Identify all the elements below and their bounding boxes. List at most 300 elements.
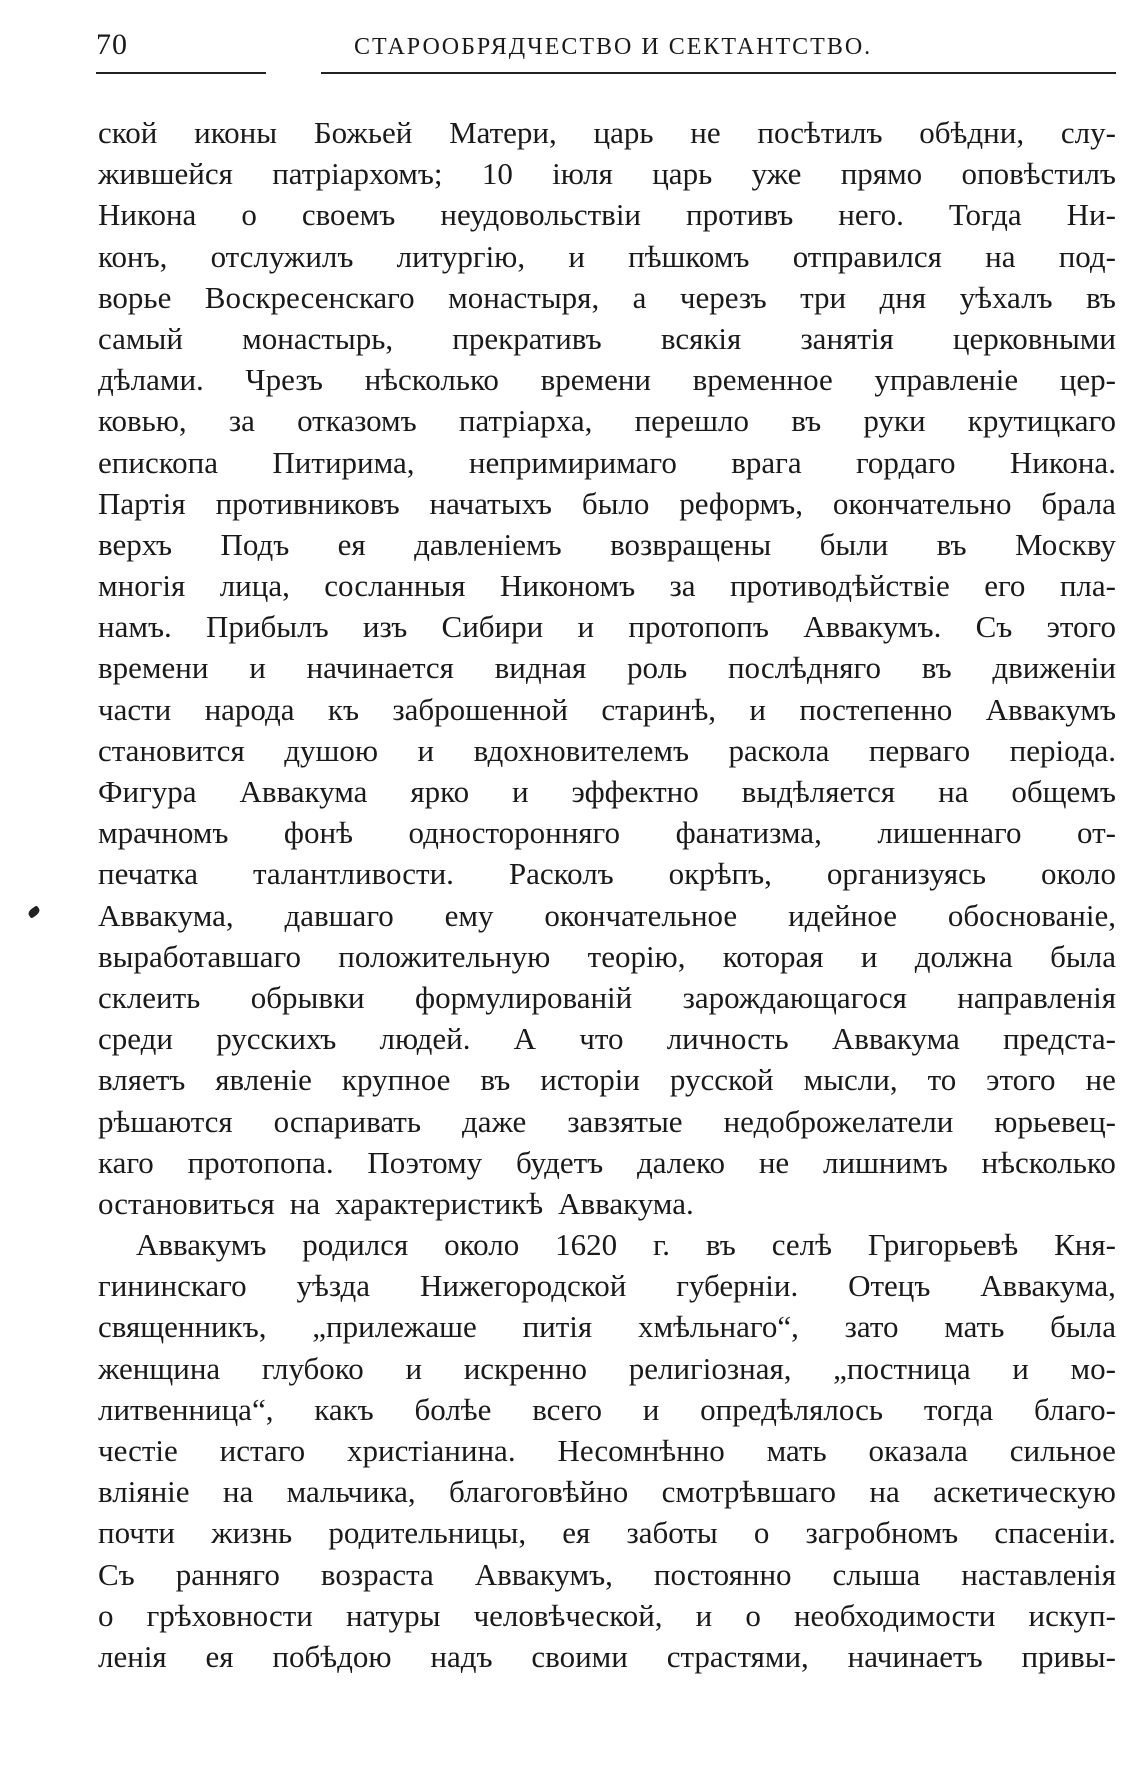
word: врага (731, 444, 802, 480)
word: направленія (957, 979, 1116, 1015)
word: не (758, 1144, 790, 1180)
word: уѣхалъ (959, 279, 1053, 315)
word: три (800, 279, 847, 315)
word: своими (531, 1638, 628, 1674)
word: черезъ (679, 279, 767, 315)
word: Питирима, (272, 444, 415, 480)
word: самый (98, 320, 183, 356)
word: жизнь (211, 1515, 293, 1551)
word: около (1040, 856, 1116, 892)
word: фанатизма, (675, 815, 822, 851)
word: Никономъ (499, 568, 636, 604)
text-line (98, 1512, 1116, 1553)
word: будетъ (515, 1144, 604, 1180)
word: Прибылъ (206, 609, 329, 645)
word: отказомъ (297, 403, 417, 439)
word: родился (302, 1227, 409, 1263)
word: и (417, 732, 435, 768)
text-line (98, 1018, 1116, 1059)
word: постепенно (799, 691, 953, 727)
word: что (579, 1021, 624, 1057)
word: была (1050, 1309, 1116, 1345)
word: родительницы, (328, 1515, 527, 1551)
text-line (98, 1183, 1116, 1224)
word: 10 (481, 156, 513, 192)
running-title: СТАРООБРЯДЧЕСТВО И СЕКТАНТСТВО. (354, 34, 873, 60)
word: на (869, 1474, 900, 1510)
word: видная (494, 650, 587, 686)
word: епископа (98, 444, 219, 480)
text-line (98, 1595, 1116, 1636)
word: вляетъ (98, 1062, 186, 1098)
word: которая (722, 938, 824, 974)
word: къ (327, 691, 359, 727)
ink-blot-mark (27, 905, 41, 918)
word: времени (540, 362, 652, 398)
word: людей. (379, 1021, 471, 1057)
word: изъ (362, 609, 408, 645)
word: сильное (1009, 1433, 1116, 1468)
word: наставленія (961, 1556, 1116, 1592)
word: посѣтилъ (757, 115, 883, 150)
word: Аввакума. (558, 1185, 694, 1221)
text-line (98, 236, 1116, 277)
text-line (98, 112, 1116, 153)
word: всякія (660, 320, 742, 356)
word: Партія (98, 485, 186, 521)
word: окрѣпъ, (668, 856, 772, 892)
word: грѣховности (146, 1597, 313, 1633)
text-line (98, 318, 1116, 359)
word: возвращены (610, 526, 772, 562)
word: искуп- (1028, 1597, 1116, 1633)
word: Отецъ (848, 1268, 931, 1304)
header-rule-left (96, 72, 266, 74)
word: о (745, 1597, 761, 1633)
word: ской (98, 115, 158, 150)
word: талантливости. (252, 856, 454, 892)
word: хмѣльнаго“, (637, 1309, 799, 1345)
word: противодѣйствіе (729, 568, 950, 604)
word: мать (766, 1433, 827, 1468)
word: ярко (410, 774, 470, 809)
word: завзятые (567, 1103, 683, 1139)
word: и (1012, 1350, 1029, 1386)
word: селѣ (771, 1227, 832, 1263)
word: должна (914, 938, 1013, 974)
word: на (938, 774, 969, 809)
word: отслужилъ (210, 238, 354, 274)
word: обоснованіе, (947, 897, 1116, 933)
header-rule-right (321, 72, 1116, 74)
word: 1620 (555, 1227, 618, 1263)
word: въ (1086, 279, 1116, 315)
word: о (98, 1597, 114, 1633)
word: начатыхъ (429, 485, 552, 521)
word: нѣсколько (364, 362, 499, 398)
text-line (98, 1554, 1116, 1595)
word: юрьевец- (994, 1103, 1116, 1139)
word: мрачномъ (98, 815, 229, 851)
word: дня (879, 279, 927, 315)
word: брала (1041, 485, 1116, 521)
word: даже (461, 1103, 527, 1139)
word: него. (838, 197, 904, 233)
word: крупное (341, 1062, 451, 1098)
page-number: 70 (96, 28, 128, 61)
word: печатка (98, 856, 199, 892)
word: нѣсколько (981, 1144, 1116, 1180)
word: опредѣлялось (700, 1391, 884, 1427)
word: этого (1046, 609, 1116, 645)
word: лица, (219, 568, 290, 604)
word: страстями, (666, 1638, 809, 1674)
word: многія (98, 568, 186, 604)
word: склеить (98, 979, 201, 1015)
text-line (98, 853, 1116, 894)
word: русской (669, 1062, 774, 1098)
word: пѣшкомъ (628, 238, 750, 274)
word: перваго (868, 732, 971, 768)
word: за (669, 568, 696, 604)
word: зарождающагося (682, 979, 907, 1015)
word: управленіе (874, 362, 1019, 398)
text-line (98, 647, 1116, 688)
text-line (98, 277, 1116, 318)
word: Сибири (441, 609, 544, 645)
word: ковью, (98, 403, 187, 439)
word: раскола (728, 732, 830, 768)
word: Аввакумъ, (474, 1556, 613, 1592)
word: перешло (634, 403, 750, 439)
word: начинаетъ (847, 1638, 983, 1674)
word: Поэтому (367, 1144, 483, 1180)
text-line (98, 1142, 1116, 1183)
word: религіозная, (628, 1350, 792, 1386)
word: характеристикѣ (335, 1185, 544, 1221)
word: от- (1077, 815, 1116, 851)
word: мальчика, (286, 1474, 416, 1510)
word: односторонняго (408, 815, 621, 851)
word: личность (666, 1021, 789, 1057)
word: и (577, 609, 595, 645)
word: организуясь (826, 856, 986, 892)
word: глубоко (261, 1350, 364, 1386)
word: „постница (833, 1350, 971, 1386)
text-line (98, 689, 1116, 730)
word: занятія (800, 320, 894, 356)
word: о (241, 197, 257, 233)
word: Подъ (220, 526, 290, 562)
word: старинѣ, (601, 691, 717, 727)
word: человѣческой, (473, 1597, 663, 1633)
word: руки (863, 403, 926, 439)
word: мать (944, 1309, 1005, 1345)
word: Аввакума (831, 1021, 960, 1057)
word: вдохновителемъ (473, 732, 689, 768)
word: всего (532, 1391, 602, 1427)
word: Тогда (948, 197, 1022, 233)
text-line (98, 1059, 1116, 1100)
word: періода. (1009, 732, 1116, 768)
word: ленія (98, 1638, 167, 1674)
word: монастыря, (448, 279, 600, 315)
word: среди (98, 1021, 173, 1057)
text-line (98, 771, 1116, 812)
word: и (568, 238, 585, 274)
word: идейное (788, 897, 898, 933)
word: то (927, 1062, 957, 1098)
word: вліяніе (98, 1474, 190, 1510)
word: гордаго (855, 444, 956, 480)
word: почти (98, 1515, 176, 1551)
word: под- (1058, 238, 1116, 274)
word: аскетическую (933, 1474, 1116, 1510)
word: и (405, 1350, 423, 1386)
text-line (98, 730, 1116, 771)
text-line (98, 812, 1116, 853)
text-line (98, 1224, 1116, 1265)
word: недоброжелатели (723, 1103, 954, 1139)
text-line (98, 1430, 1116, 1471)
text-line (98, 565, 1116, 606)
word: давленіемъ (414, 526, 562, 562)
word: жившейся (98, 156, 233, 192)
word: роль (627, 650, 688, 686)
word: рѣшаются (98, 1103, 233, 1139)
word: непримиримаго (468, 444, 677, 480)
word: слу- (1060, 115, 1116, 150)
text-line (98, 1306, 1116, 1347)
word: уѣзда (296, 1268, 371, 1304)
word: и (695, 1597, 713, 1633)
word: около (444, 1227, 520, 1263)
word: въ (791, 403, 822, 439)
word: слыша (832, 1556, 921, 1592)
word: уже (751, 156, 802, 192)
text-line (98, 1389, 1116, 1430)
word: за (228, 403, 255, 439)
word: въ (921, 650, 952, 686)
word: тогда (923, 1391, 994, 1427)
word: дѣлами. (98, 362, 204, 398)
word: и (249, 650, 266, 686)
word: г. (653, 1227, 670, 1263)
text-line (98, 483, 1116, 524)
word: литургію, (396, 238, 526, 274)
word: Москву (1014, 526, 1116, 562)
word: Несомнѣнно (557, 1433, 725, 1468)
word: сосланныя (324, 568, 466, 604)
word: Чрезъ (245, 362, 323, 398)
word: надъ (430, 1638, 493, 1674)
word: Божьей (313, 115, 413, 150)
word: болѣе (414, 1391, 492, 1427)
word: царь (652, 156, 713, 192)
word: патріархомъ; (272, 156, 443, 192)
word: давшаго (284, 897, 394, 933)
word: исторіи (540, 1062, 640, 1098)
word: и (512, 774, 529, 809)
word: не (690, 115, 721, 150)
word: и (860, 938, 878, 974)
word: натуры (345, 1597, 441, 1633)
word: А (513, 1021, 537, 1057)
word: ему (444, 897, 494, 933)
word: смотрѣвшаго (661, 1474, 837, 1510)
word: фонѣ (283, 815, 353, 851)
word: своемъ (301, 197, 396, 233)
word: предста- (1002, 1021, 1116, 1057)
word: не (1085, 1062, 1116, 1098)
word: Аввакумъ (136, 1227, 267, 1263)
word: намъ. (98, 609, 172, 645)
word: выработавшаго (98, 938, 301, 974)
word: оповѣстилъ (961, 156, 1116, 192)
word: Воскресенскаго (204, 279, 415, 315)
word: послѣдняго (727, 650, 881, 686)
running-head (96, 22, 1116, 82)
word: іюля (552, 156, 613, 192)
word: была (1050, 938, 1116, 974)
word: ворье (98, 279, 172, 315)
word: въ (936, 526, 967, 562)
text-line (98, 194, 1116, 235)
word: далеко (637, 1144, 726, 1180)
word: Никона. (1009, 444, 1116, 480)
word: начинается (306, 650, 454, 686)
word: обрывки (250, 979, 365, 1015)
word: окончательное (544, 897, 738, 933)
word: мо- (1070, 1350, 1116, 1386)
word: русскихъ (216, 1021, 337, 1057)
word: Ни- (1066, 197, 1116, 233)
word: каго (98, 1144, 154, 1180)
word: а (632, 279, 647, 315)
word: противъ (686, 197, 794, 233)
text-line (98, 606, 1116, 647)
word: Матери, (449, 115, 557, 150)
text-line (98, 936, 1116, 977)
word: какъ (314, 1391, 374, 1427)
word: прекративъ (452, 320, 602, 356)
text-line (98, 1636, 1116, 1677)
word: движеніи (992, 650, 1116, 686)
word: губерніи. (676, 1268, 799, 1304)
word: загробномъ (805, 1515, 959, 1551)
word: пла- (1059, 568, 1116, 604)
word: заботы (626, 1515, 718, 1551)
word: Аввакума, (98, 897, 234, 933)
word: Аввакумъ. (803, 609, 942, 645)
word: народа (204, 691, 295, 727)
text-line (98, 524, 1116, 565)
word: формулированій (415, 979, 633, 1015)
word: конъ, (98, 238, 168, 274)
text-line (98, 1265, 1116, 1306)
text-line (98, 442, 1116, 483)
word: цер- (1059, 362, 1116, 398)
word: ея (562, 1515, 591, 1551)
word: въ (705, 1227, 736, 1263)
word: спасеніи. (994, 1515, 1116, 1551)
text-line (98, 895, 1116, 936)
text-line (98, 1471, 1116, 1512)
body-text (98, 112, 1116, 1677)
word: Кня- (1054, 1227, 1116, 1263)
word: привы- (1021, 1638, 1116, 1674)
word: мысли, (803, 1062, 898, 1098)
word: литвенница“, (98, 1391, 274, 1427)
word: священникъ, (98, 1309, 267, 1345)
word: было (581, 485, 650, 521)
word: времени (98, 650, 209, 686)
word: истаго (219, 1433, 306, 1468)
word: протопопа. (187, 1144, 334, 1180)
word: верхъ (98, 526, 173, 562)
word: явленіе (215, 1062, 312, 1098)
word: ея (337, 526, 366, 562)
word: реформъ, (679, 485, 803, 521)
word: Аввакума, (980, 1268, 1116, 1304)
word: были (819, 526, 889, 562)
text-line (98, 153, 1116, 194)
word: отправился (792, 238, 942, 274)
word: оспаривать (273, 1103, 421, 1139)
word: Фигура (98, 774, 197, 809)
word: крутицкаго (967, 403, 1116, 439)
word: становится (98, 732, 245, 768)
word: церковными (952, 320, 1116, 356)
word: честіе (98, 1433, 178, 1468)
word: искренно (463, 1350, 588, 1386)
word: необходимости (793, 1597, 996, 1633)
word: лишеннаго (877, 815, 1022, 851)
word: Расколъ (508, 856, 614, 892)
word: его (984, 568, 1026, 604)
word: на (289, 1185, 321, 1221)
word: остановиться (98, 1185, 275, 1221)
word: зато (844, 1309, 899, 1345)
word: христіанина. (347, 1433, 516, 1468)
word: царь (593, 115, 654, 150)
word: побѣдою (272, 1638, 392, 1674)
word: постоянно (653, 1556, 792, 1592)
word: неудовольствіи (440, 197, 642, 233)
word: „прилежаше (312, 1309, 477, 1345)
word: протопопъ (628, 609, 769, 645)
word: о (753, 1515, 770, 1551)
text-line (98, 977, 1116, 1018)
word: женщина (98, 1350, 221, 1386)
word: и (749, 691, 766, 727)
word: на (222, 1474, 254, 1510)
word: общемъ (1011, 774, 1116, 809)
word: благоговѣйно (448, 1474, 629, 1510)
word: душою (284, 732, 379, 768)
word: Никона (98, 197, 197, 233)
word: благо- (1033, 1391, 1116, 1427)
word: гининскаго (98, 1268, 247, 1304)
word: прямо (840, 156, 923, 192)
text-line (98, 400, 1116, 441)
word: этого (986, 1062, 1056, 1098)
text-line (98, 359, 1116, 400)
word: Нижегородской (419, 1268, 627, 1304)
word: обѣдни, (919, 115, 1025, 150)
word: и (642, 1391, 660, 1427)
word: лишнимъ (822, 1144, 948, 1180)
